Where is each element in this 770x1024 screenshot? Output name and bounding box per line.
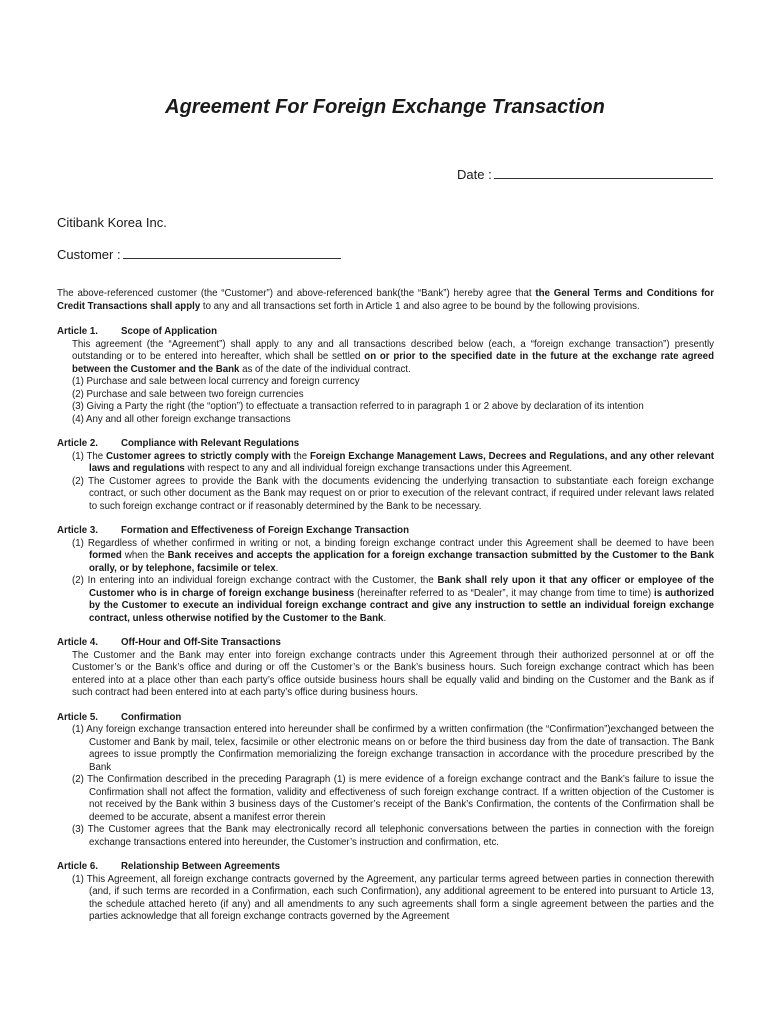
bold-run: formed [89,550,122,561]
article-title: Formation and Effectiveness of Foreign Exchange Transaction [121,525,409,536]
list-item: (1) Purchase and sale between local currency and foreign currency [72,376,360,387]
article-title: Off-Hour and Off-Site Transactions [121,637,281,648]
list-item: (1) This Agreement, all foreign exchange contracts governed by the Agreement, any particular terms agreed between parties in connection therewith (and, if such terms are recorded in a Confirmation, each such Confirmation), any additional agreement to be entered into pursuant to Article 13, the schedule attached hereto (if any) and all amendments to any such agreements shall form a single agreement between the parties and the parties acknowledge that all foreign exchange contracts governed by the Agreement [72,873,714,922]
text-run: (1) The [72,450,107,462]
article-6 [57,861,714,924]
article-heading [57,861,714,874]
bold-run: is authorized by the Customer to execute an individual foreign exchange contract and give any instruction to settle an individual foreign exchange contract, unless otherwise notified by the Customer to the Bank [89,587,715,624]
article-number: Article 2. [57,438,98,449]
text-run: the [290,450,310,462]
text-run: (1) Regardless of whether confirmed in writing or not, a binding foreign exchange contract under this Agreement shall be deemed to have been [72,537,714,549]
list-item: (2) The Confirmation described in the preceding Paragraph (1) is mere evidence of a foreign exchange contract and the Bank’s failure to issue the Confirmation shall not affect the formation, validity and effectiveness of such foreign exchange contract. If a written objection of the Customer is not received by the Bank within 3 business days of the Customer’s receipt of the Bank’s Confirmation, the contents of the Confirmation shall be deemed to be accurate, absent a manifest error therein [72,774,714,823]
article-paragraph [57,339,714,377]
article-3 [57,525,714,625]
list-item: (1) Any foreign exchange transaction entered into hereunder shall be confirmed by a written confirmation (the “Confirmation”)exchanged between the Customer and Bank by mail, telex, facsimile or other electronic means on or before the third business day from the date of transaction. The Bank agrees to issue promptly the Confirmation memorializing the foreign exchange transaction in accordance with the procedure prescribed by the Bank [72,724,714,773]
bold-run: on or prior to the specified date in the future at the exchange rate agreed between the Customer and the Bank [72,351,714,375]
article-heading [57,712,714,725]
bold-run: Bank receives and accepts the application for a foreign exchange transaction submitted by the Customer to the Bank orally, or by telephone, facsimile or telex [89,550,714,574]
text-run: with respect to any and all individual foreign exchange transactions under this Agreement. [184,463,573,474]
text-run: when the [121,550,168,561]
list-item [57,538,714,576]
article-4 [57,637,714,700]
article-number: Article 6. [57,861,98,872]
article-1 [57,326,714,426]
article-heading [57,637,714,650]
date-blank-line [494,166,713,179]
article-title: Confirmation [121,711,182,723]
agreement-body [57,288,714,936]
customer-label: Customer : [57,247,121,262]
bold-run: Foreign Exchange Management Laws, Decrees and Regulations, and any other relevant laws and regulations [89,450,714,474]
text-run: as of the date of the individual contract. [239,363,411,375]
article-title: Scope of Application [121,326,217,337]
list-item: (3) The Customer agrees that the Bank may electronically record all telephonic conversations between the parties in connection with the foreign exchange transactions entered into hereunder, the Customer’s instruction and confirmation, etc. [72,824,714,848]
article-heading [57,326,714,339]
list-item: (2) Purchase and sale between two foreign currencies [72,388,304,400]
customer-field [57,246,341,262]
text-run: This agreement (the “Agreement”) shall apply to any and all transactions described below (each, a “foreign exchange transaction”) presently outstanding or to be entered into hereafter, which shall be settled [72,338,714,362]
list-item [57,575,714,625]
bold-run: Bank shall rely upon it that any officer or employee of the Customer who is in charge of foreign exchange business [89,575,715,599]
article-title: Compliance with Relevant Regulations [121,438,300,449]
intro-bold: the General Terms and Conditions for Credit Transactions shall apply [57,288,714,312]
intro-text: The above-referenced customer (the “Customer”) and above-referenced bank(the “Bank”) hereby agree that [57,288,536,299]
intro-paragraph [57,288,714,313]
article-number: Article 1. [57,326,98,337]
text-run: . [275,562,279,574]
date-label: Date : [457,167,492,182]
article-heading [57,438,714,451]
list-item: (2) The Customer agrees to provide the Bank with the documents evidencing the underlying transaction to substantiate each foreign exchange contract, or such other document as the Bank may request on or prior to execution of the relevant contract, if required under relevant laws related to such foreign exchange contract or if reasonably determined by the Bank to be necessary. [72,475,714,512]
article-number: Article 3. [57,525,98,536]
text-run: . [383,612,387,624]
list-item [57,451,714,476]
customer-blank-line [123,246,341,259]
article-2 [57,438,714,513]
bank-name: Citibank Korea Inc. [57,215,167,230]
article-paragraph: The Customer and the Bank may enter into foreign exchange contracts under this Agreement through their authorized personnel at or off the Customer’s or the Bank’s office and during or off the Customer’s or the Bank’s business hours. Such foreign exchange contract which has been entered into at a place other than each party’s office outside business hours shall be equally valid and binding on the Customer and the Bank as if such contract had been entered into at each party’s office during business hours. [72,649,714,698]
intro-text: to any and all transactions set forth in Article 1 and also agree to be bound by the following provisions. [200,300,640,312]
document-title: Agreement For Foreign Exchange Transaction [165,96,605,118]
article-heading [57,525,714,538]
article-number: Article 4. [57,637,98,648]
list-item: (4) Any and all other foreign exchange transactions [72,413,291,425]
article-5 [57,712,714,850]
date-field [457,166,713,182]
list-item: (3) Giving a Party the right (the “option”) to effectuate a transaction referred to in paragraph 1 or 2 above by declaration of its intention [72,401,644,412]
bold-run: Customer agrees to strictly comply with [106,450,291,462]
text-run: (2) In entering into an individual foreign exchange contract with the Customer, the [72,575,438,586]
article-title: Relationship Between Agreements [121,861,280,872]
text-run: (hereinafter referred to as “Dealer”, it may change from time to time) [354,587,655,599]
article-number: Article 5. [57,711,98,723]
